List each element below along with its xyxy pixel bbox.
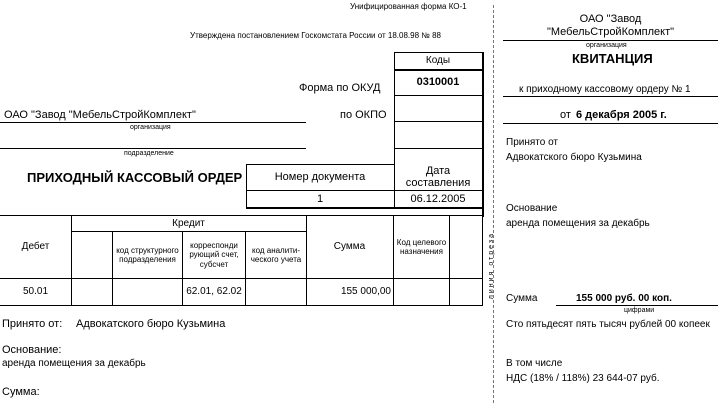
receipt-basis-value: аренда помещения за декабрь (506, 218, 650, 229)
receipt-sum-label: Сумма (506, 293, 538, 304)
row-debit: 50.01 (22, 286, 49, 298)
receipt-sum-caption: цифрами (624, 307, 655, 314)
row-sum: 155 000,00 (340, 286, 391, 297)
receipt-received-value: Адвокатского бюро Кузьмина (506, 152, 642, 163)
receipt-sum-words: Сто пятьдесят пять тысяч рублей 00 копеек (506, 319, 710, 330)
doc-date-value: 06.12.2005 (410, 192, 466, 205)
header-struct-code: код структурного подразделения (116, 245, 179, 264)
receipt-org-line1: ОАО "Завод "МебельСтройКомплект" (546, 13, 675, 39)
cut-line (493, 5, 494, 403)
subdivision-underline (0, 148, 306, 149)
row-purpose-code (394, 279, 449, 305)
codes-box-left (394, 52, 395, 148)
codes-box-line (394, 121, 483, 122)
receipt-org-underline (503, 40, 718, 41)
doc-box-divider (394, 148, 395, 208)
order-title: ПРИХОДНЫЙ КАССОВЫЙ ОРДЕР (27, 170, 243, 185)
header-credit: Кредит (172, 217, 205, 229)
doc-box-mid (246, 190, 483, 191)
sum-label: Сумма: (2, 386, 40, 398)
codes-title: Коды (425, 54, 451, 66)
receipt-sum-underline (556, 305, 718, 306)
row-analytic-code (246, 279, 306, 305)
receipt-org-caption: организация (586, 42, 627, 49)
cut-line-label: линия отреза (488, 232, 495, 300)
receipt-sum-value: 155 000 руб. 00 коп. (576, 293, 672, 304)
doc-number-value: 1 (316, 192, 324, 205)
codes-box-line (394, 95, 483, 96)
codes-box-right (482, 52, 484, 217)
receipt-title: КВИТАНЦИЯ (572, 51, 653, 66)
row-struct-code (113, 279, 182, 305)
okud-label: Форма по ОКУД (299, 82, 381, 94)
received-from-label: Принято от: (2, 318, 63, 330)
receipt-order-underline (503, 96, 718, 97)
okpo-code (394, 96, 482, 120)
header-purpose-code: Код целевого назначения (396, 237, 447, 256)
codes-box-line (394, 69, 484, 71)
table-col-line (449, 215, 450, 305)
basis-value: аренда помещения за декабрь (2, 358, 146, 369)
unified-form-label: Унифицированная форма КО-1 (350, 2, 467, 11)
header-corr-account: корреспонди рующий счет, субсчет (189, 241, 239, 269)
table-right-border (482, 215, 483, 305)
received-from-value: Адвокатского бюро Кузьмина (76, 318, 226, 330)
okud-code: 0310001 (416, 75, 460, 88)
header-analytic-code: код аналити-ческого учета (250, 245, 302, 264)
receipt-basis-label: Основание (506, 203, 558, 214)
basis-label: Основание: (2, 344, 62, 356)
receipt-date-underline (503, 123, 718, 124)
doc-box-left (246, 164, 247, 208)
receipt-including: В том числе (506, 358, 563, 369)
approval-label: Утверждена постановлением Госкомстата России от 18.08.98 № 88 (190, 31, 441, 40)
doc-date-label: Дата составления (405, 164, 471, 189)
okpo-label: по ОКПО (340, 109, 387, 121)
receipt-vat: НДС (18% / 118%) 23 644-07 руб. (506, 373, 660, 384)
doc-box-bottom (246, 207, 484, 209)
doc-number-label: Номер документа (274, 171, 366, 184)
row-corr-account: 62.01, 62.02 (186, 286, 242, 298)
receipt-to-order: к приходному кассовому ордеру № 1 (519, 84, 691, 95)
receipt-date-prefix: от (560, 109, 571, 121)
organization-underline (0, 122, 306, 123)
header-debit: Дебет (21, 241, 50, 253)
table-bottom (0, 305, 483, 306)
subdivision-caption: подразделение (124, 150, 174, 157)
codes-box-line (394, 148, 483, 149)
organization-caption: организация (130, 124, 171, 131)
header-sum: Сумма (333, 241, 366, 253)
codes-box-top (394, 52, 483, 53)
receipt-date-value: 6 декабря 2005 г. (576, 109, 667, 121)
order-organization: ОАО "Завод "МебельСтройКомплект" (4, 109, 196, 121)
receipt-received-label: Принято от (506, 137, 559, 148)
doc-box-top (246, 164, 394, 165)
